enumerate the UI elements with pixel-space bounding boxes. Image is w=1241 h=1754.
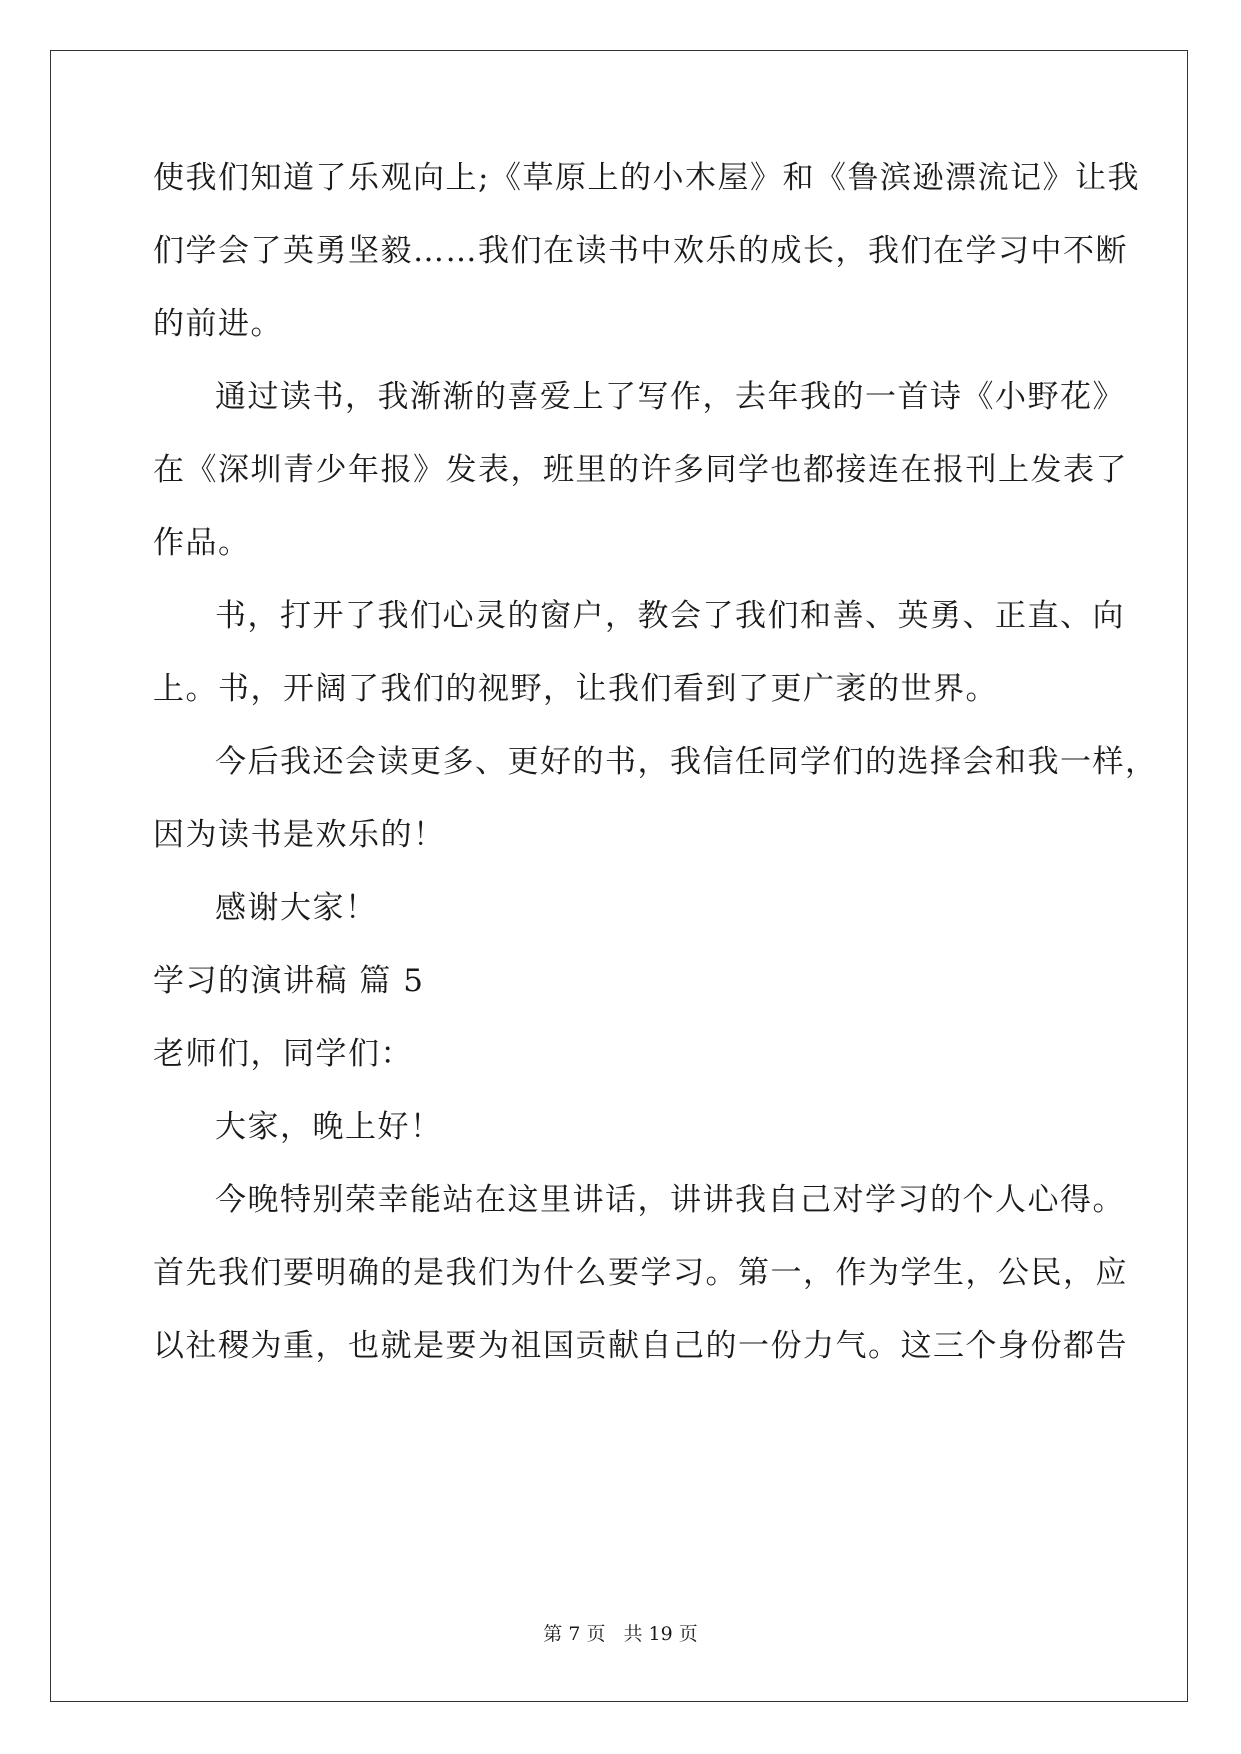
page-number: 第 7 页: [543, 1623, 606, 1645]
section-heading: 学习的演讲稿 篇 5: [153, 963, 425, 999]
page-footer: [0, 1622, 1241, 1646]
text-line: 因为读书是欢乐的！: [153, 817, 446, 853]
text-line: 使我们知道了乐观向上;《草原上的小木屋》和《鲁滨逊漂流记》让我: [153, 160, 1140, 196]
page-total: 共 19 页: [623, 1623, 698, 1645]
page-border: [50, 50, 1188, 1702]
text-line: 首先我们要明确的是我们为什么要学习。第一，作为学生，公民，应: [153, 1255, 1128, 1291]
text-line: 们学会了英勇坚毅……我们在读书中欢乐的成长，我们在学习中不断: [153, 233, 1128, 269]
paragraph-start-line: 通过读书，我渐渐的喜爱上了写作，去年我的一首诗《小野花》: [215, 379, 1125, 415]
paragraph-start-line: 书，打开了我们心灵的窗户，教会了我们和善、英勇、正直、向: [215, 598, 1125, 634]
paragraph-start-line: 今晚特别荣幸能站在这里讲话，讲讲我自己对学习的个人心得。: [215, 1182, 1125, 1218]
text-line: 作品。: [153, 525, 251, 561]
closing-line: 感谢大家！: [215, 890, 378, 926]
text-line: 的前进。: [153, 306, 283, 342]
salutation-line: 老师们，同学们：: [153, 1036, 413, 1072]
text-line: 在《深圳青少年报》发表，班里的许多同学也都接连在报刊上发表了: [153, 452, 1128, 488]
text-line: 以社稷为重，也就是要为祖国贡献自己的一份力气。这三个身份都告: [153, 1328, 1128, 1364]
greeting-line: 大家，晚上好！: [215, 1109, 443, 1145]
text-line: 上。书，开阔了我们的视野，让我们看到了更广袤的世界。: [153, 671, 998, 707]
paragraph-start-line: 今后我还会读更多、更好的书，我信任同学们的选择会和我一样，: [215, 744, 1158, 780]
